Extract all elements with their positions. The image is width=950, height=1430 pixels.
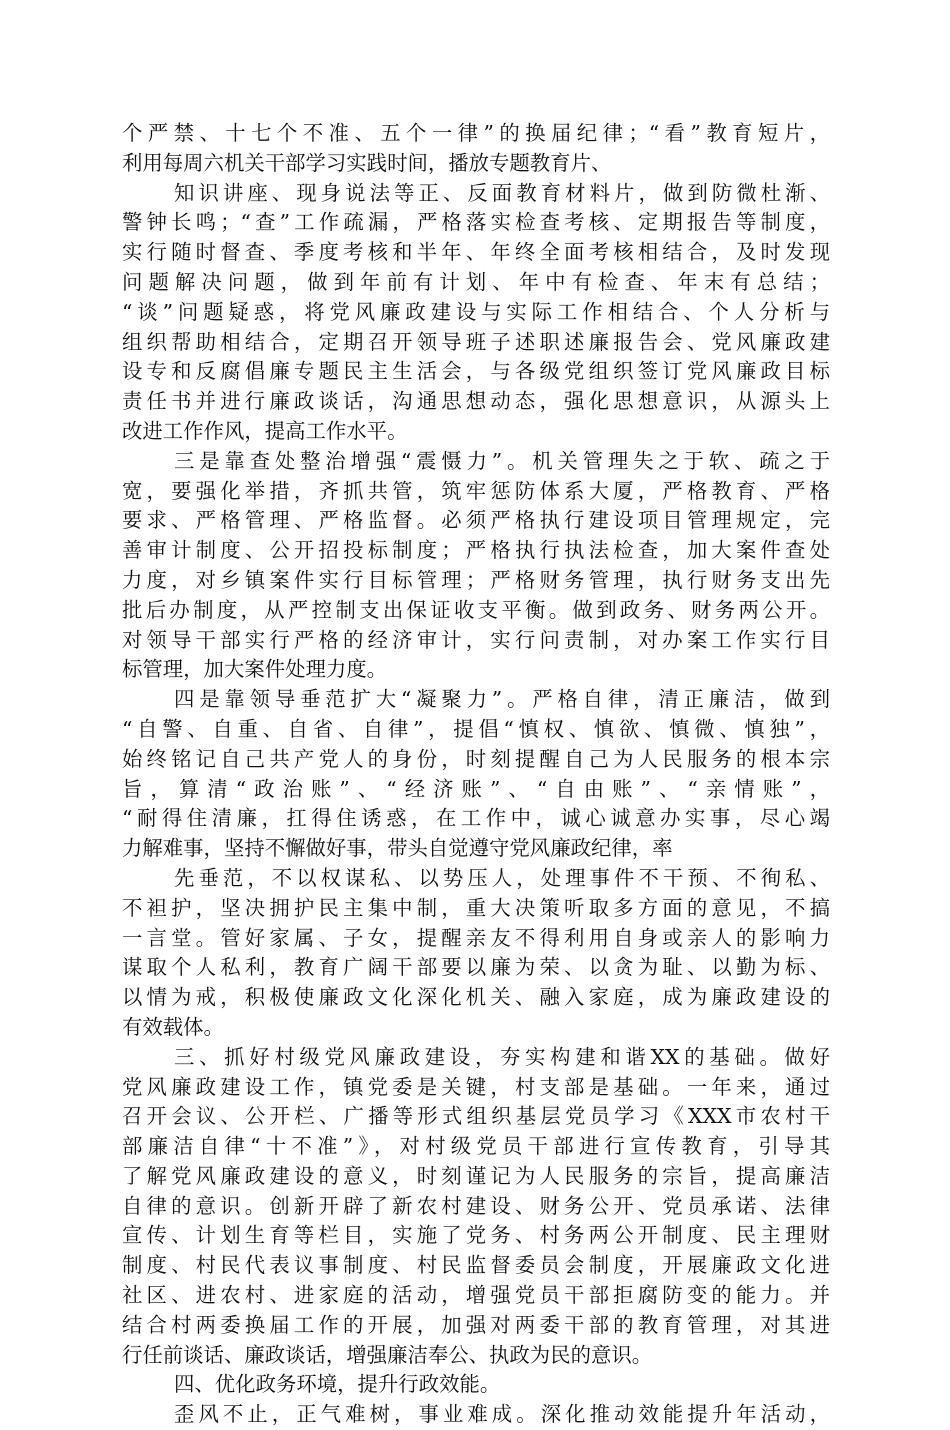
text-line: 谋取个人私利，教育广阔干部要以廉为荣、以贪为耻、以勤为标、: [122, 955, 830, 980]
text-line: 始终铭记自己共产党人的身份，时刻提醒自己为人民服务的根本宗: [122, 746, 830, 771]
text-line: 改进工作作风，提高工作水平。: [122, 418, 408, 443]
text-line: 三是靠查处整治增强“震慑力”。机关管理失之于软、疏之于: [174, 448, 830, 473]
text-line: 宣传、计划生育等栏目，实施了党务、村务两公开制度、民主理财: [122, 1223, 830, 1248]
text-line: 先垂范，不以权谋私、以势压人，处理事件不干预、不徇私、: [174, 865, 830, 890]
text-line: 有效载体。: [122, 1014, 224, 1039]
text-line: 以情为戒，积极使廉政文化深化机关、融入家庭，成为廉政建设的: [122, 985, 830, 1010]
text-line: 制度、村民代表议事制度、村民监督委员会制度，开展廉政文化进: [122, 1253, 830, 1278]
text-line: 力度，对乡镇案件实行目标管理；严格财务管理，执行财务支出先: [122, 567, 830, 592]
text-line: 设专和反腐倡廉专题民主生活会，与各级党组织签订党风廉政目标: [122, 359, 830, 384]
text-line: 行任前谈话、廉政谈话，增强廉洁奉公、执政为民的意识。: [122, 1342, 653, 1367]
text-line: 一言堂。管好家属、子女，提醒亲友不得利用自身或亲人的影响力: [122, 925, 830, 950]
text-line: 善审计制度、公开招投标制度；严格执行执法检查，加大案件查处: [122, 538, 830, 563]
text-line: 不袒护，坚决拥护民主集中制，重大决策听取多方面的意见，不搞: [122, 895, 830, 920]
text-line: 对领导干部实行严格的经济审计，实行问责制，对办案工作实行目: [122, 627, 830, 652]
text-line: 部廉洁自律“十不准”》，对村级党员干部进行宣传教育，引导其: [122, 1134, 830, 1159]
text-line: 责任书并进行廉政谈话，沟通思想动态，强化思想意识，从源头上: [122, 389, 830, 414]
text-line: 召开会议、公开栏、广播等形式组织基层党员学习《XXX市农村干: [122, 1104, 830, 1129]
text-line: 实行随时督查、季度考核和半年、年终全面考核相结合，及时发现: [122, 240, 830, 265]
text-line: 知识讲座、现身说法等正、反面教育材料片，做到防微杜渐、: [174, 180, 830, 205]
text-line: 批后办制度，从严控制支出保证收支平衡。做到政务、财务两公开。: [122, 597, 830, 622]
text-line: 党风廉政建设工作，镇党委是关键，村支部是基础。一年来，通过: [122, 1074, 830, 1099]
text-line: 标管理，加大案件处理力度。: [122, 657, 388, 682]
text-line: 社区、进农村、进家庭的活动，增强党员干部拒腐防变的能力。并: [122, 1283, 830, 1308]
text-line: 三、抓好村级党风廉政建设，夯实构建和谐XX的基础。做好: [174, 1044, 830, 1069]
document-body: [122, 119, 830, 1430]
text-line: 旨，算清“政治账”、“经济账”、“自由账”、“亲情账”，: [122, 776, 830, 801]
text-line: 四是靠领导垂范扩大“凝聚力”。严格自律，清正廉洁，做到: [174, 687, 830, 712]
text-line: 四、优化政务环境，提升行政效能。: [174, 1372, 501, 1397]
text-line: 个严禁、十七个不准、五个一律”的换届纪律；“看”教育短片，: [122, 121, 830, 145]
text-line: 了解党风廉政建设的意义，时刻谨记为人民服务的宗旨，提高廉洁: [122, 1163, 830, 1188]
text-line: 警钟长鸣；“查”工作疏漏，严格落实检查考核、定期报告等制度，: [122, 210, 830, 235]
text-line: 要求、严格管理、严格监督。必须严格执行建设项目管理规定，完: [122, 508, 830, 533]
text-line: 组织帮助相结合，定期召开领导班子述职述廉报告会、党风廉政建: [122, 329, 830, 354]
text-line: 力解难事，坚持不懈做好事，带头自觉遵守党风廉政纪律，率: [122, 836, 673, 861]
text-line: 利用每周六机关干部学习实践时间，播放专题教育片、: [122, 150, 612, 175]
text-line: “谈”问题疑惑，将党风廉政建设与实际工作相结合、个人分析与: [122, 299, 830, 324]
text-line: 问题解决问题，做到年前有计划、年中有检查、年末有总结；: [122, 269, 830, 294]
text-line: 结合村两委换届工作的开展，加强对两委干部的教育管理，对其进: [122, 1312, 830, 1337]
text-line: 自律的意识。创新开辟了新农村建设、财务公开、党员承诺、法律: [122, 1193, 830, 1218]
text-line: “耐得住清廉，扛得住诱惑，在工作中，诚心诚意办实事，尽心竭: [122, 806, 830, 831]
text-line: “自警、自重、自省、自律”，提倡“慎权、慎欲、慎微、慎独”，: [122, 716, 830, 741]
text-line: 歪风不止，正气难树，事业难成。深化推动效能提升年活动，: [174, 1402, 830, 1427]
text-line: 宽，要强化举措，齐抓共管，筑牢惩防体系大厦，严格教育、严格: [122, 478, 830, 503]
